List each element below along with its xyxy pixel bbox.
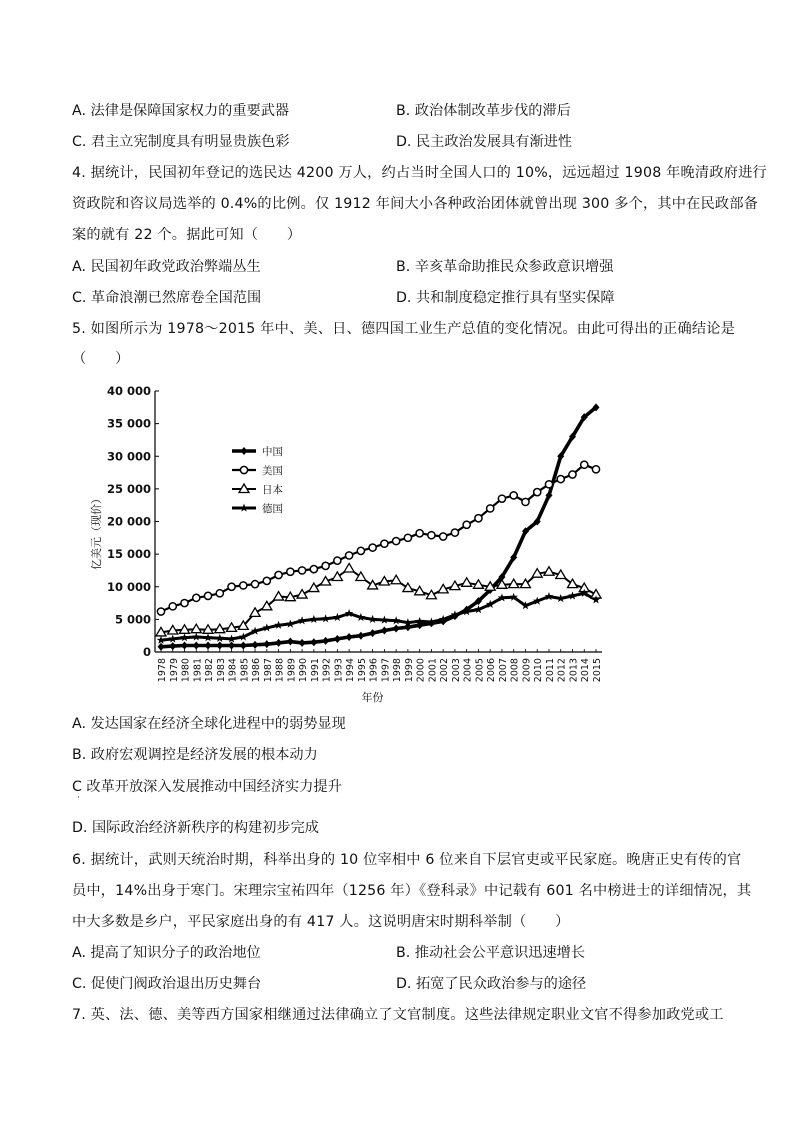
data-point (368, 615, 377, 623)
x-tick-label: 1997 (380, 658, 392, 683)
x-tick-label: 1989 (286, 658, 298, 683)
q5-option-a[interactable]: A. 发达国家在经济全球化进程中的弱势显现 (72, 716, 346, 732)
x-tick-label: 1994 (345, 658, 357, 683)
data-point (334, 635, 341, 643)
data-point (522, 498, 529, 505)
x-tick-label: 1984 (227, 658, 239, 683)
legend-marker (240, 504, 249, 512)
data-point (228, 641, 235, 649)
data-point (310, 638, 317, 646)
x-tick-label: 1991 (309, 658, 321, 683)
x-tick-label: 1999 (403, 658, 415, 683)
y-tick-label: 25 000 (106, 481, 151, 496)
y-axis-title: 亿美元（现价） (90, 493, 103, 570)
data-point (275, 571, 282, 578)
data-point (252, 641, 259, 649)
data-point (168, 634, 177, 642)
data-point (240, 582, 247, 589)
data-point (157, 608, 164, 615)
data-point (274, 621, 283, 629)
x-tick-label: 1985 (239, 658, 251, 683)
data-point (332, 572, 342, 581)
q5-stem-line-1: 5. 如图所示为 1978～2015 年中、美、日、德四国工业生产总值的变化情况。由此可得出的正确结论是 (72, 321, 735, 337)
data-point (403, 583, 413, 592)
data-point (275, 639, 282, 647)
x-tick-label: 2006 (486, 658, 498, 683)
x-tick-label: 2008 (509, 658, 521, 683)
x-tick-label: 1986 (251, 658, 263, 683)
data-point (204, 633, 213, 641)
q6-option-a[interactable]: A. 提高了知识分子的政治地位 (72, 945, 261, 961)
industrial-output-chart (92, 378, 612, 708)
data-point (569, 471, 576, 478)
data-point (263, 577, 270, 584)
data-point (393, 625, 400, 633)
legend-marker (241, 447, 248, 455)
q3-option-b[interactable]: B. 政治体制改革步伐的滞后 (396, 103, 571, 119)
series-markers-3 (157, 589, 601, 644)
data-point (369, 629, 376, 637)
data-point (263, 640, 270, 648)
data-point (216, 634, 225, 642)
data-point (286, 619, 295, 627)
data-point (216, 590, 223, 597)
data-point (251, 581, 258, 588)
x-tick-label: 1996 (368, 658, 380, 683)
data-point (556, 594, 565, 602)
data-point (204, 592, 211, 599)
data-point (440, 533, 447, 540)
data-point (309, 583, 319, 592)
x-tick-label: 1978 (157, 658, 168, 683)
data-point (381, 540, 388, 547)
data-point (534, 489, 541, 496)
x-tick-label: 1979 (168, 658, 180, 683)
x-tick-label: 2012 (556, 658, 568, 683)
data-point (298, 567, 305, 574)
x-tick-label: 2001 (427, 658, 439, 683)
legend-label: 德国 (262, 503, 283, 515)
data-point (462, 578, 472, 587)
q7-stem-line-1: 7. 英、法、德、美等西方国家相继通过法律确立了文官制度。这些法律规定职业文官不得参加政党或工 (72, 1007, 724, 1023)
data-point (250, 608, 260, 617)
data-point (157, 636, 166, 644)
data-point (334, 557, 341, 564)
data-point (297, 590, 307, 599)
y-tick-label: 10 000 (106, 579, 151, 594)
data-point (344, 563, 354, 572)
q4-option-c[interactable]: C. 革命浪潮已然席卷全国范围 (72, 290, 262, 306)
data-point (228, 583, 235, 590)
q3-option-d[interactable]: D. 民主政治发展具有渐进性 (396, 134, 573, 150)
y-tick-label: 30 000 (106, 449, 151, 464)
data-point (310, 615, 319, 623)
data-point (392, 616, 401, 624)
data-point (322, 637, 329, 645)
data-point (592, 466, 599, 473)
data-point (193, 594, 200, 601)
legend-marker (240, 466, 247, 473)
data-point (169, 642, 176, 650)
data-point (192, 632, 201, 640)
data-point (393, 537, 400, 544)
data-point (380, 616, 389, 624)
data-point (498, 495, 505, 502)
x-tick-label: 1992 (321, 658, 333, 683)
data-point (568, 591, 577, 599)
data-point (557, 475, 564, 482)
legend-item-1 (232, 464, 283, 477)
x-tick-label: 1988 (274, 658, 286, 683)
data-point (475, 515, 482, 522)
stray-dot: · (77, 793, 80, 803)
data-point (544, 567, 554, 576)
data-point (298, 616, 307, 624)
x-tick-label: 2003 (450, 658, 462, 683)
data-point (321, 614, 330, 622)
q6-stem-line-1: 6. 据统计，武则天统治时期，科举出身的 10 位宰相中 6 位来自下层官吏或平民家庭。晚唐正史有传的官 (72, 852, 742, 868)
data-point (346, 633, 353, 641)
data-point (357, 613, 366, 621)
data-point (451, 529, 458, 536)
x-tick-label: 1983 (215, 658, 227, 683)
data-point (333, 613, 342, 621)
legend-label: 中国 (262, 446, 283, 458)
q6-stem-line-3: 中大多数是乡户，平民家庭出身的有 417 人。这说明唐宋时期科举制（ ） (72, 914, 570, 930)
legend-item-3 (232, 502, 283, 515)
x-tick-label: 1982 (204, 658, 216, 683)
q3-option-a[interactable]: A. 法律是保障国家权力的重要武器 (72, 103, 290, 119)
y-tick-label: 40 000 (106, 384, 151, 398)
data-point (463, 521, 470, 528)
x-tick-label: 1987 (262, 658, 274, 683)
data-point (581, 461, 588, 468)
y-tick-label: 0 (142, 645, 151, 659)
data-point (169, 603, 176, 610)
data-point (181, 641, 188, 649)
chart-plot-layer (90, 384, 603, 704)
q3-option-c[interactable]: C. 君主立宪制度具有明显贵族色彩 (72, 134, 290, 150)
q4-option-b[interactable]: B. 辛亥革命助推民众参政意识增强 (396, 259, 614, 275)
x-tick-label: 1995 (356, 658, 368, 683)
series-markers-1 (157, 461, 599, 615)
data-point (310, 566, 317, 573)
data-point (216, 641, 223, 649)
q6-option-c[interactable]: C. 促使门阀政治退出历史舞台 (72, 976, 262, 992)
data-point (227, 634, 236, 642)
y-tick-label: 20 000 (106, 514, 151, 529)
data-point (381, 626, 388, 634)
data-point (180, 633, 189, 641)
data-point (181, 599, 188, 606)
series-line-2 (161, 569, 596, 633)
data-point (487, 505, 494, 512)
data-point (416, 530, 423, 537)
data-point (322, 562, 329, 569)
data-point (346, 552, 353, 559)
x-tick-label: 1993 (333, 658, 345, 683)
x-axis-title: 年份 (361, 691, 384, 704)
y-tick-label: 35 000 (106, 416, 151, 431)
q5-option-d[interactable]: D. 国际政治经济新秩序的构建初步完成 (72, 820, 319, 836)
data-point (193, 641, 200, 649)
data-point (158, 643, 165, 651)
q6-option-b[interactable]: B. 推动社会公平意识迅速增长 (396, 945, 586, 961)
data-point (474, 605, 483, 613)
series-line-0 (161, 407, 596, 647)
x-tick-label: 1998 (392, 658, 404, 683)
x-tick-label: 2013 (568, 658, 580, 683)
data-point (545, 481, 552, 488)
x-tick-label: 2010 (533, 658, 545, 683)
q6-option-d[interactable]: D. 拓宽了民众政治参与的途径 (396, 976, 587, 992)
x-tick-label: 2002 (439, 658, 451, 683)
x-tick-label: 2004 (462, 658, 474, 683)
data-point (239, 632, 248, 640)
data-point (240, 641, 247, 649)
data-point (369, 544, 376, 551)
x-tick-label: 2005 (474, 658, 486, 683)
x-tick-label: 2015 (592, 658, 603, 683)
x-tick-label: 2011 (544, 658, 556, 683)
data-point (205, 641, 212, 649)
data-point (510, 492, 517, 499)
data-point (299, 639, 306, 647)
q4-stem-line-3: 案的就有 22 个。据此可知（ ） (72, 227, 302, 243)
data-point (263, 623, 272, 631)
q4-stem-line-2: 资政院和咨议局选举的 0.4%的比例。仅 1912 年间大小各种政治团体就曾出现 300 多个，其中在民政部备 (72, 196, 759, 212)
y-tick-label: 5 000 (114, 612, 151, 627)
q5-option-c[interactable]: C 改革开放深入发展推动中国经济实力提升 (72, 779, 342, 795)
data-point (357, 632, 364, 640)
legend-label: 美国 (262, 465, 283, 477)
data-point (287, 568, 294, 575)
data-point (357, 547, 364, 554)
x-tick-label: 2000 (415, 658, 427, 683)
data-point (404, 534, 411, 541)
x-tick-label: 2007 (497, 658, 509, 683)
data-point (287, 638, 294, 646)
legend-item-0 (232, 445, 283, 458)
x-tick-label: 1990 (298, 658, 310, 683)
legend-item-2 (232, 483, 283, 496)
data-point (391, 575, 401, 584)
q5-option-b[interactable]: B. 政府宏观调控是经济发展的根本动力 (72, 747, 318, 763)
q4-option-a[interactable]: A. 民国初年政党政治弊端丛生 (72, 259, 261, 275)
q6-stem-line-2: 员中，14%出身于寒门。宋理宗宝祐四年（1256 年）《登科录》中记载有 601 名中榜进士的详细情况，其 (72, 883, 752, 899)
data-point (428, 532, 435, 539)
x-tick-label: 1981 (192, 658, 204, 683)
y-tick-label: 15 000 (106, 547, 151, 562)
q4-stem-line-1: 4. 据统计，民国初年登记的选民达 4200 万人，约占当时全国人口的 10%，远远超过 1908 年晚清政府进行 (72, 165, 767, 181)
x-tick-label: 2014 (580, 658, 592, 683)
q4-option-d[interactable]: D. 共和制度稳定推行具有坚实保障 (396, 290, 615, 306)
q5-stem-line-2: （ ） (72, 351, 130, 367)
x-tick-label: 2009 (521, 658, 533, 683)
legend-label: 日本 (262, 484, 283, 496)
x-tick-label: 1980 (180, 658, 192, 683)
